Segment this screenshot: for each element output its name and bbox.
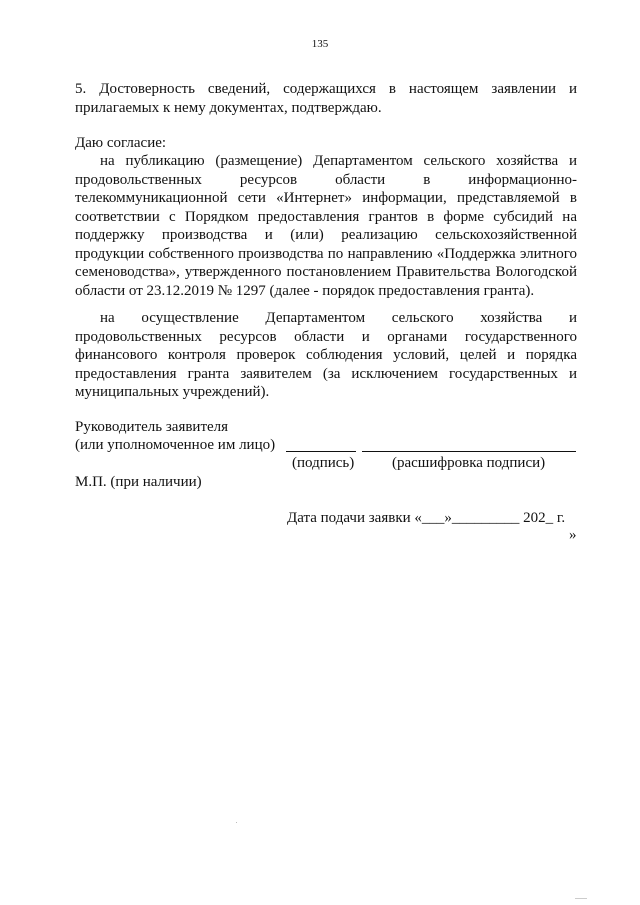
scan-speck (575, 898, 587, 899)
stamp-label: М.П. (при наличии) (75, 474, 202, 490)
submission-date: Дата подачи заявки «___»_________ 202_ г. (287, 510, 566, 526)
consent-title: Даю согласие: (75, 135, 167, 151)
signature-caption: (подпись) (292, 455, 355, 471)
consent-item-publication: на публикацию (размещение) Департаментом сельского хозяйства и продовольственных ресурсов области в информационно-телекоммуникационной сети «Интернет» информации, представляемой в соответствии с Порядком предоставления грантов в форме субсидий на поддержку производства и (или) реализацию сельскохозяйственной продукции собственного производства по направлению «Поддержка элитного семеноводства», утвержденного постановлением Правительства Вологодской области от 23.12.2019 № 1297 (далее - порядок предоставления гранта). (75, 153, 577, 299)
signature-line (286, 451, 356, 452)
signature-block (75, 418, 585, 454)
page-number: 135 (311, 38, 329, 50)
consent-item-inspection: на осуществление Департаментом сельского хозяйства и продовольственных ресурсов области и органами государственного финансового контроля проверок соблюдения условий, целей и порядка предоставления гранта заявителем (за исключением государственных и муниципальных учреждений). (75, 310, 577, 400)
authorized-label: (или уполномоченное им лицо) (75, 437, 276, 453)
closing-quote: » (569, 527, 577, 543)
paragraph-5: 5. Достоверность сведений, содержащихся в настоящем заявлении и прилагаемых к нему документах, подтверждаю. (75, 81, 577, 116)
scan-speck (236, 822, 237, 823)
head-label: Руководитель заявителя (75, 419, 229, 435)
decoding-line (362, 451, 576, 452)
decoding-caption: (расшифровка подписи) (392, 455, 546, 471)
